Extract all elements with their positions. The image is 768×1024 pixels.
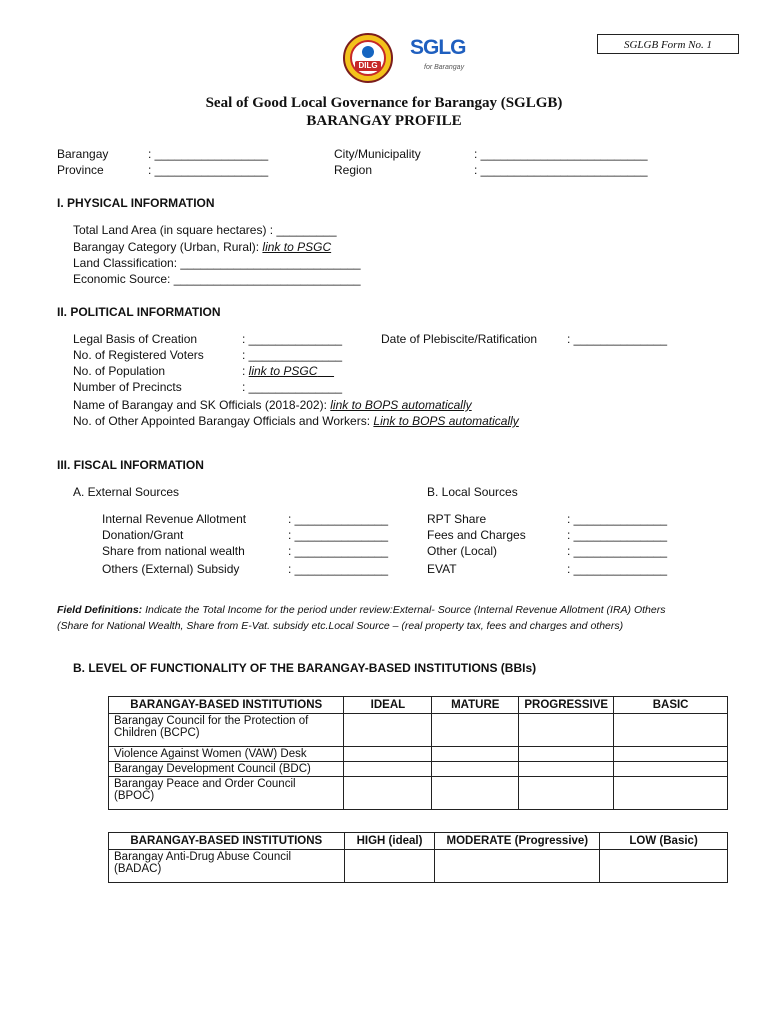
region-blank: : _________________________	[474, 163, 648, 177]
basic-cell[interactable]	[614, 714, 728, 747]
bbi-functionality-table	[108, 696, 728, 810]
column-header: HIGH (ideal)	[344, 833, 435, 850]
badac-functionality-table	[108, 832, 728, 883]
progressive-cell[interactable]	[519, 777, 614, 810]
column-header: MODERATE (Progressive)	[435, 833, 600, 850]
external-blank: : ______________	[288, 544, 389, 558]
basic-cell[interactable]	[614, 762, 728, 777]
category-label: Barangay Category (Urban, Rural):	[73, 240, 263, 254]
table-header-row	[109, 833, 728, 850]
voters-label: No. of Registered Voters	[73, 348, 204, 362]
local-item: Other (Local)	[427, 544, 498, 558]
table-row	[109, 850, 728, 883]
appointed-label: No. of Other Appointed Barangay Officials and Workers:	[73, 414, 374, 428]
external-item: Others (External) Subsidy	[102, 562, 240, 576]
external-heading: A. External Sources	[73, 485, 180, 499]
ideal-cell[interactable]	[344, 762, 432, 777]
mature-cell[interactable]	[432, 714, 519, 747]
land-classification: Land Classification: ___________________________	[73, 256, 361, 270]
barangay-blank: : _________________	[148, 147, 269, 161]
form-subtitle: BARANGAY PROFILE	[306, 113, 462, 129]
column-header: BARANGAY-BASED INSTITUTIONS	[109, 697, 344, 714]
progressive-cell[interactable]	[519, 714, 614, 747]
population-link[interactable]: link to PSGC	[248, 364, 318, 378]
table-row	[109, 747, 728, 762]
low-cell[interactable]	[600, 850, 728, 883]
progressive-cell[interactable]	[519, 747, 614, 762]
plebiscite-label: Date of Plebiscite/Ratification	[381, 332, 538, 346]
fiscal-heading: III. FISCAL INFORMATION	[57, 458, 204, 472]
legal-basis-blank: : ______________	[242, 332, 343, 346]
local-item: Fees and Charges	[427, 528, 526, 542]
sglg-logo-text: SGLG	[410, 36, 466, 59]
precincts-blank: : ______________	[242, 380, 343, 394]
local-blank: : ______________	[567, 544, 668, 558]
institution-name: Violence Against Women (VAW) Desk	[109, 747, 344, 762]
category-link[interactable]: link to PSGC	[262, 240, 332, 254]
progressive-cell[interactable]	[519, 762, 614, 777]
basic-cell[interactable]	[614, 747, 728, 762]
column-header: BARANGAY-BASED INSTITUTIONS	[109, 833, 345, 850]
field-definitions-label: Field Definitions:	[57, 604, 143, 616]
legal-basis-label: Legal Basis of Creation	[73, 332, 198, 346]
local-blank: : ______________	[567, 562, 668, 576]
category-row	[73, 240, 331, 254]
high-cell[interactable]	[344, 850, 435, 883]
city-label: City/Municipality	[334, 147, 421, 161]
local-blank: : ______________	[567, 512, 668, 526]
political-heading: II. POLITICAL INFORMATION	[57, 305, 221, 319]
plebiscite-blank: : ______________	[567, 332, 668, 346]
barangay-label: Barangay	[57, 147, 109, 161]
ideal-cell[interactable]	[344, 747, 432, 762]
mature-cell[interactable]	[432, 777, 519, 810]
local-item: EVAT	[427, 562, 457, 576]
economic-source: Economic Source: ____________________________	[73, 272, 361, 286]
dilg-logo-text: DILG	[358, 61, 378, 70]
region-label: Region	[334, 163, 373, 177]
external-item: Share from national wealth	[102, 544, 245, 558]
population-label: No. of Population	[73, 364, 166, 378]
precincts-label: Number of Precincts	[73, 380, 182, 394]
institution-name: Barangay Council for the Protection of Children (BCPC)	[109, 714, 344, 747]
column-header: IDEAL	[344, 697, 432, 714]
basic-cell[interactable]	[614, 777, 728, 810]
sglg-logo-subtext: for Barangay	[424, 64, 465, 71]
external-item: Donation/Grant	[102, 528, 184, 542]
table-row	[109, 714, 728, 747]
external-blank: : ______________	[288, 528, 389, 542]
institution-name: Barangay Development Council (BDC)	[109, 762, 344, 777]
mature-cell[interactable]	[432, 762, 519, 777]
officials-row	[73, 398, 472, 412]
field-definitions-text: Indicate the Total Income for the period under review:External- Source (Internal Revenue Allotment (IRA) Others (Share for National Wealth, Share from E-Vat. subsidy etc.Local Source – (real property tax, fees and charges and others)	[57, 604, 666, 632]
local-blank: : ______________	[567, 528, 668, 542]
table-row	[109, 777, 728, 810]
external-blank: : ______________	[288, 562, 389, 576]
institution-name: Barangay Anti-Drug Abuse Council (BADAC)	[109, 850, 345, 883]
appointed-link[interactable]: Link to BOPS automatically	[373, 414, 519, 428]
column-header: MATURE	[432, 697, 519, 714]
local-heading: B. Local Sources	[427, 485, 518, 499]
column-header: PROGRESSIVE	[519, 697, 614, 714]
column-header: LOW (Basic)	[600, 833, 728, 850]
dilg-logo	[343, 33, 393, 83]
external-item: Internal Revenue Allotment	[102, 512, 247, 526]
external-blank: : ______________	[288, 512, 389, 526]
field-definitions	[57, 602, 697, 634]
voters-blank: : ______________	[242, 348, 343, 362]
sglg-logo	[410, 36, 465, 81]
table-row	[109, 762, 728, 777]
appointed-row	[73, 414, 519, 428]
table-header-row	[109, 697, 728, 714]
province-label: Province	[57, 163, 104, 177]
institution-name: Barangay Peace and Order Council (BPOC)	[109, 777, 344, 810]
form-title: Seal of Good Local Governance for Barangay (SGLGB)	[205, 95, 563, 111]
physical-heading: I. PHYSICAL INFORMATION	[57, 196, 215, 210]
population-value: : link to PSGC	[242, 364, 318, 378]
mature-cell[interactable]	[432, 747, 519, 762]
city-blank: : _________________________	[474, 147, 648, 161]
ideal-cell[interactable]	[344, 714, 432, 747]
moderate-cell[interactable]	[435, 850, 600, 883]
province-blank: : _________________	[148, 163, 269, 177]
officials-label: Name of Barangay and SK Officials (2018-202):	[73, 398, 331, 412]
bbi-heading: B. LEVEL OF FUNCTIONALITY OF THE BARANGAY-BASED INSTITUTIONS (BBIs)	[73, 661, 537, 675]
officials-link[interactable]: link to BOPS automatically	[330, 398, 472, 412]
ideal-cell[interactable]	[344, 777, 432, 810]
land-area: Total Land Area (in square hectares) : _________	[73, 223, 337, 237]
column-header: BASIC	[614, 697, 728, 714]
local-item: RPT Share	[427, 512, 487, 526]
form-number-box: SGLGB Form No. 1	[597, 34, 739, 54]
